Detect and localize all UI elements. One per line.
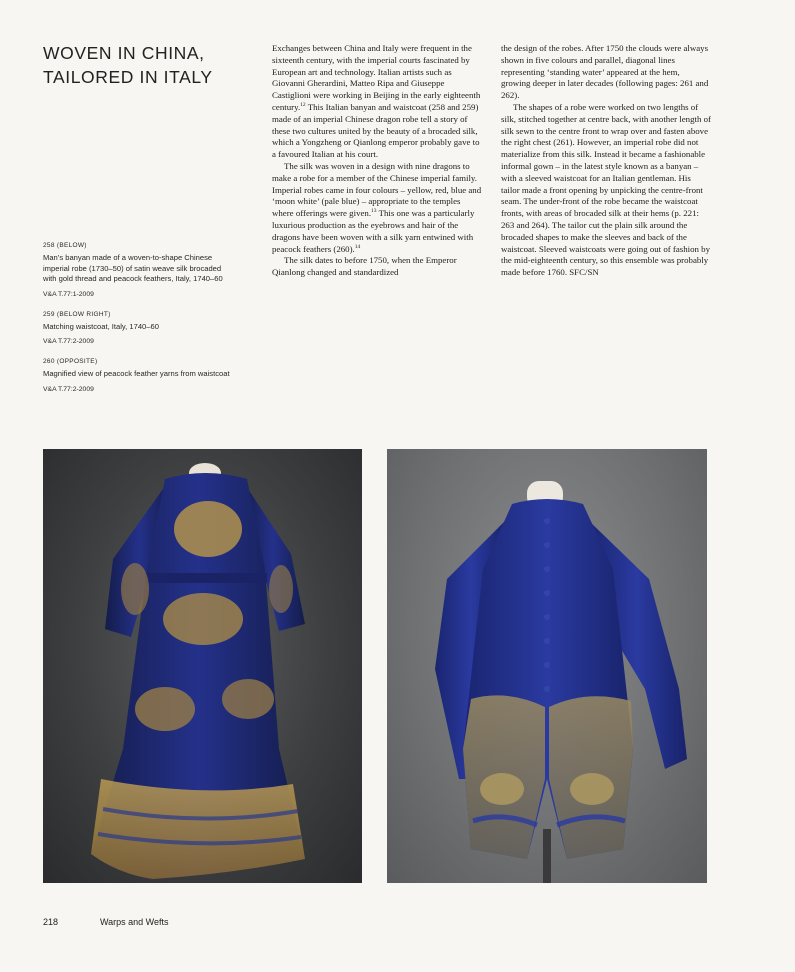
paragraph: the design of the robes. After 1750 the clouds were always shown in five colours and parallel, diagonal lines representing ‘standing water’ appeared at the hem, growing deeper in later decades (following pages: 261 and 262). xyxy=(501,43,709,101)
caption-ref: V&A T.77:2-2009 xyxy=(43,338,94,346)
waistcoat-photo xyxy=(387,449,707,883)
caption-ref: V&A T.77:2-2009 xyxy=(43,385,94,393)
page-number: 218 xyxy=(43,917,59,927)
caption-text: Magnified view of peacock feather yarns from waistcoat xyxy=(43,369,230,379)
caption-number: 260 (OPPOSITE) xyxy=(43,358,98,366)
caption-number: 259 (BELOW RIGHT) xyxy=(43,310,111,318)
body-column-1 xyxy=(272,43,482,279)
paragraph: The silk was woven in a design with nine dragons to make a robe for a member of the Chinese imperial family. Imperial robes came in four colours – yellow, red, blue and ‘moon white’ (pale blue) – appropriate to the temples where offerings were given.$^{13}$ This one was a particularly luxurious production as the eyebrows and hair of the dragons have been woven with a silk yarn entwined with peacock feathers (260).$^{14}$ xyxy=(272,160,482,254)
caption-text: Man’s banyan made of a woven-to-shape Chinese imperial robe (1730–50) of satin weave silk brocaded with gold thread and peacock feathers, Italy, 1740–60 xyxy=(43,253,223,284)
banyan-robe-photo xyxy=(43,449,362,883)
running-footer: Warps and Wefts xyxy=(100,917,169,927)
paragraph: Exchanges between China and Italy were frequent in the sixteenth century, with the imperial courts fascinated by European art and technology. Italian artists such as Giovanni Gherardini, Matteo Ripa and Giuseppe Castiglioni were working in Beijing in the early eighteenth century.$^{12}$ This Italian banyan and waistcoat (258 and 259) made of an imperial Chinese dragon robe tell a story of these two cultures united by the beauty of a brocaded silk, which a Yongzheng or Qianlong emperor probably gave to a favoured Italian at his court. xyxy=(272,43,481,160)
caption-text: Matching waistcoat, Italy, 1740–60 xyxy=(43,321,159,331)
captions xyxy=(43,241,233,405)
caption-ref: V&A T.77:1-2009 xyxy=(43,290,94,298)
title-line-1: WOVEN IN CHINA, xyxy=(43,43,205,63)
caption-259 xyxy=(43,310,233,348)
page-title xyxy=(43,41,243,89)
paragraph: The shapes of a robe were worked on two lengths of silk, stitched together at centre back, with another length of silk sewn to the centre front to wrap over and fasten above the right chest (261). However, an imperial robe did not materialize from this silk. Instead it became a fashionable informal gown – in the latest style known as a banyan – with a sleeved waistcoat for an Italian gentleman. His tailor made a front opening by unpicking the centre-front seam. The under-front of the robe became the waistcoat fronts, with areas of brocaded silk at their hems (p. 221: 263 and 264). The tailor cut the plain silk around the brocaded shapes to make the sleeves and back of the waistcoat. Sleeved waistcoats were going out of fashion by the mid-eighteenth century, so this ensemble was probably made before 1760. SFC/SN xyxy=(501,101,711,278)
body-column-2 xyxy=(501,43,711,279)
caption-260 xyxy=(43,357,233,395)
caption-258 xyxy=(43,241,233,300)
title-line-2: TAILORED IN ITALY xyxy=(43,67,213,87)
caption-number: 258 (BELOW) xyxy=(43,242,87,249)
paragraph: The silk dates to before 1750, when the Emperor Qianlong changed and standardized xyxy=(272,255,457,278)
